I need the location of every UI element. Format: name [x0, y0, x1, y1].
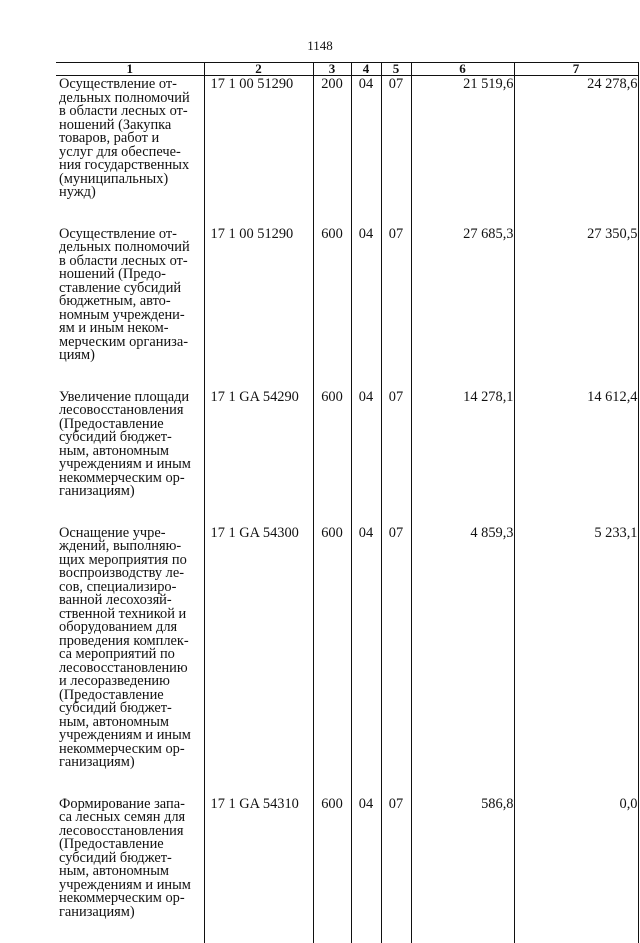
column-header-3: 3 [313, 63, 351, 76]
item-name-cell [56, 76, 204, 226]
table-row [56, 525, 638, 796]
subsection-cell: 07 [381, 525, 411, 796]
item-name-cell [56, 525, 204, 796]
item-name: Осуществление от- дельных полномочий в области лесных от- ношений (Предо- ставление субсидий бюджетным, авто- номным учреждени- ям и иным неком- мерческим организа- циям) [59, 228, 202, 363]
budget-table [56, 62, 639, 943]
target-code-cell: 17 1 00 51290 [204, 76, 313, 226]
expense-type-cell: 600 [313, 525, 351, 796]
column-header-1: 1 [56, 63, 204, 76]
amount-col7-cell: 0,0 [514, 796, 638, 943]
section-cell: 04 [351, 525, 381, 796]
expense-type-cell: 600 [313, 226, 351, 389]
item-name: Увеличение площади лесовосстановления (Предоставление субсидий бюджет- ным, автономным учреждениям и иным некоммерческим ор- ганизациям) [59, 391, 202, 499]
amount-col6-cell: 4 859,3 [411, 525, 514, 796]
amount-col7-cell: 24 278,6 [514, 76, 638, 226]
table-row [56, 226, 638, 389]
item-name-cell [56, 796, 204, 943]
column-header-6: 6 [411, 63, 514, 76]
subsection-cell: 07 [381, 796, 411, 943]
expense-type-cell: 600 [313, 796, 351, 943]
amount-col6-cell: 27 685,3 [411, 226, 514, 389]
column-header-5: 5 [381, 63, 411, 76]
header-row [56, 63, 638, 76]
subsection-cell: 07 [381, 76, 411, 226]
item-name-cell [56, 226, 204, 389]
item-name: Осуществление от- дельных полномочий в области лесных от- ношений (Закупка товаров, работ и услуг для обеспече- ния государственных (муниципальных) нужд) [59, 78, 202, 200]
target-code-cell: 17 1 GA 54290 [204, 389, 313, 525]
target-code-cell: 17 1 GA 54310 [204, 796, 313, 943]
section-cell: 04 [351, 796, 381, 943]
amount-col6-cell: 586,8 [411, 796, 514, 943]
section-cell: 04 [351, 389, 381, 525]
expense-type-cell: 600 [313, 389, 351, 525]
section-cell: 04 [351, 226, 381, 389]
amount-col6-cell: 14 278,1 [411, 389, 514, 525]
subsection-cell: 07 [381, 226, 411, 389]
column-header-2: 2 [204, 63, 313, 76]
column-header-7: 7 [514, 63, 638, 76]
amount-col7-cell: 27 350,5 [514, 226, 638, 389]
item-name: Оснащение учре- ждений, выполняю- щих мероприятия по воспроизводству ле- сов, специализиро- ванной лесохозяй- ственной техникой и оборудованием для проведения комплек- са мероприятий по лесовосстановлению и лесоразведению (Предоставление субсидий бюджет- ным, автономным учреждениям и иным некоммерческим ор- ганизациям) [59, 527, 202, 770]
section-cell: 04 [351, 76, 381, 226]
target-code-cell: 17 1 00 51290 [204, 226, 313, 389]
amount-col6-cell: 21 519,6 [411, 76, 514, 226]
page-number: 1148 [0, 38, 640, 54]
target-code-cell: 17 1 GA 54300 [204, 525, 313, 796]
table-row [56, 389, 638, 525]
expense-type-cell: 200 [313, 76, 351, 226]
column-header-4: 4 [351, 63, 381, 76]
table-row [56, 76, 638, 226]
amount-col7-cell: 5 233,1 [514, 525, 638, 796]
table-row [56, 796, 638, 943]
subsection-cell: 07 [381, 389, 411, 525]
amount-col7-cell: 14 612,4 [514, 389, 638, 525]
item-name-cell [56, 389, 204, 525]
item-name: Формирование запа- са лесных семян для лесовосстановления (Предоставление субсидий бюджет- ным, автономным учреждениям и иным некоммерческим ор- ганизациям) [59, 798, 202, 920]
